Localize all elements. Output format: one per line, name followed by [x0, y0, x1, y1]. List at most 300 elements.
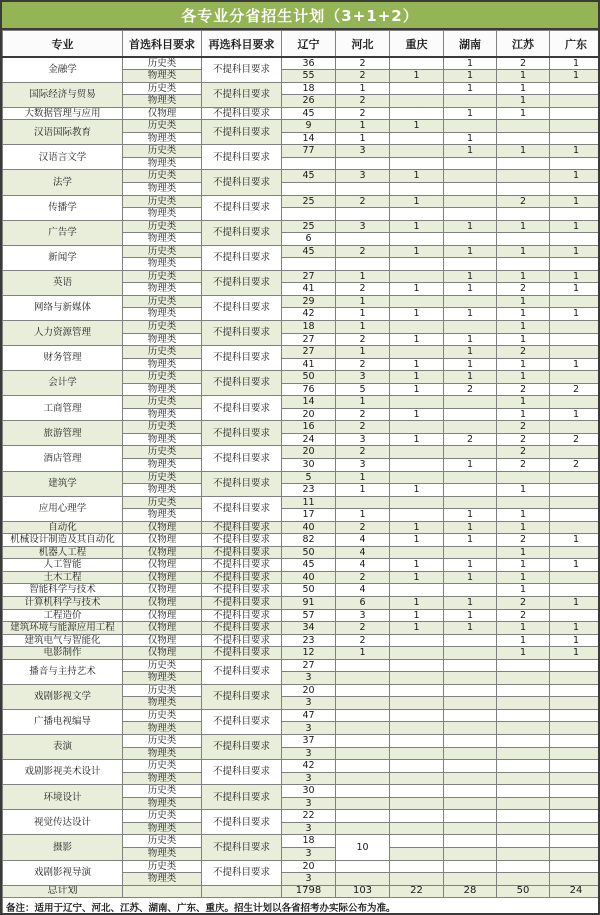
subject-requirement-cell: 物理类: [123, 308, 202, 321]
plan-count-cell: 1: [497, 358, 550, 371]
plan-count-cell: 11: [282, 496, 336, 509]
plan-count-cell: 2: [550, 383, 600, 396]
table-row: [3, 571, 600, 584]
plan-count-cell: [444, 797, 497, 810]
subject-requirement-cell: 仅物理: [123, 521, 202, 534]
plan-count-cell: 20: [282, 684, 336, 697]
plan-count-cell: [390, 634, 444, 647]
plan-count-cell: 91: [282, 597, 336, 610]
plan-count-cell: 41: [282, 358, 336, 371]
major-name-cell: 传播学: [3, 195, 123, 220]
plan-count-cell: [282, 258, 336, 271]
major-name-cell: 应用心理学: [3, 496, 123, 521]
reselect-requirement-cell: 不提科目要求: [202, 521, 282, 534]
plan-count-cell: 2: [497, 597, 550, 610]
table-row: [3, 320, 600, 333]
table-row: [3, 835, 600, 848]
plan-count-cell: 50: [282, 546, 336, 559]
plan-count-cell: 14: [282, 396, 336, 409]
plan-count-cell: 22: [282, 810, 336, 823]
major-name-cell: 广告学: [3, 220, 123, 245]
table-row: [3, 622, 600, 635]
plan-count-cell: [550, 208, 600, 221]
plan-count-cell: [390, 584, 444, 597]
major-name-cell: 金融学: [3, 57, 123, 82]
subject-requirement-cell: 历史类: [123, 245, 202, 258]
plan-count-cell: [550, 132, 600, 145]
plan-count-cell: 1: [497, 584, 550, 597]
table-row: [3, 195, 600, 208]
plan-count-cell: [497, 157, 550, 170]
plan-count-cell: 45: [282, 107, 336, 120]
subject-requirement-cell: 历史类: [123, 120, 202, 133]
table-row: [3, 145, 600, 158]
plan-count-cell: [444, 258, 497, 271]
plan-count-cell: 2: [444, 383, 497, 396]
plan-count-cell: [550, 571, 600, 584]
plan-count-cell: 1: [390, 333, 444, 346]
plan-count-cell: 1: [444, 70, 497, 83]
subject-requirement-cell: 物理类: [123, 772, 202, 785]
plan-count-cell: 4: [336, 534, 390, 547]
plan-count-cell: 1: [497, 559, 550, 572]
plan-count-cell: [497, 697, 550, 710]
subject-requirement-cell: 物理类: [123, 258, 202, 271]
plan-count-cell: 3: [282, 772, 336, 785]
plan-count-cell: 2: [336, 283, 390, 296]
reselect-requirement-cell: 不提科目要求: [202, 145, 282, 170]
major-name-cell: 建筑学: [3, 471, 123, 496]
plan-count-cell: [336, 747, 390, 760]
column-header-7: 江苏: [497, 31, 550, 58]
major-name-cell: 会计学: [3, 371, 123, 396]
plan-count-cell: 45: [282, 559, 336, 572]
plan-count-cell: 42: [282, 308, 336, 321]
plan-count-cell: 14: [282, 132, 336, 145]
table-row: [3, 471, 600, 484]
plan-count-cell: [550, 609, 600, 622]
subject-requirement-cell: 物理类: [123, 333, 202, 346]
plan-count-cell: [550, 584, 600, 597]
plan-count-cell: [444, 320, 497, 333]
plan-count-cell: [444, 760, 497, 773]
plan-count-cell: 1: [444, 534, 497, 547]
plan-count-cell: 25: [282, 220, 336, 233]
plan-count-cell: 2: [444, 433, 497, 446]
plan-count-cell: [444, 847, 497, 860]
plan-count-cell: [444, 709, 497, 722]
plan-count-cell: 2: [497, 534, 550, 547]
plan-count-cell: [282, 157, 336, 170]
reselect-requirement-cell: 不提科目要求: [202, 835, 282, 860]
plan-count-cell: [497, 684, 550, 697]
reselect-requirement-cell: 不提科目要求: [202, 170, 282, 195]
plan-count-cell: [336, 672, 390, 685]
plan-count-cell: [497, 496, 550, 509]
major-name-cell: 网络与新媒体: [3, 295, 123, 320]
plan-count-cell: 1: [390, 622, 444, 635]
plan-count-cell: 1: [497, 320, 550, 333]
plan-count-cell: 3: [282, 822, 336, 835]
plan-count-cell: [390, 421, 444, 434]
plan-count-cell: 17: [282, 509, 336, 522]
reselect-requirement-cell: 不提科目要求: [202, 107, 282, 120]
table-row: [3, 860, 600, 873]
plan-count-cell: [444, 684, 497, 697]
plan-count-cell: 1: [336, 396, 390, 409]
plan-count-cell: [550, 847, 600, 860]
subject-requirement-cell: 历史类: [123, 835, 202, 848]
plan-count-cell: [336, 797, 390, 810]
plan-count-cell: 27: [282, 270, 336, 283]
subject-requirement-cell: 历史类: [123, 396, 202, 409]
plan-count-cell: [444, 584, 497, 597]
plan-count-cell: 77: [282, 145, 336, 158]
plan-count-cell: [550, 810, 600, 823]
major-name-cell: 人力资源管理: [3, 320, 123, 345]
reselect-requirement-cell: 不提科目要求: [202, 597, 282, 610]
table-body: [3, 57, 600, 915]
plan-count-cell: 3: [336, 433, 390, 446]
plan-count-cell: [550, 258, 600, 271]
total-value-cell: 24: [550, 885, 600, 898]
reselect-requirement-cell: 不提科目要求: [202, 571, 282, 584]
plan-count-cell: 1: [497, 245, 550, 258]
plan-count-cell: [444, 722, 497, 735]
plan-count-cell: 2: [336, 408, 390, 421]
plan-count-cell: 2: [336, 245, 390, 258]
table-row: [3, 521, 600, 534]
plan-count-cell: [444, 659, 497, 672]
subject-requirement-cell: 物理类: [123, 722, 202, 735]
plan-count-cell: [390, 258, 444, 271]
column-header-4: 河北: [336, 31, 390, 58]
plan-count-cell: 2: [336, 571, 390, 584]
reselect-requirement-cell: 不提科目要求: [202, 270, 282, 295]
plan-count-cell: 3: [282, 847, 336, 860]
plan-count-cell: 1: [390, 408, 444, 421]
plan-count-cell: [444, 860, 497, 873]
major-name-cell: 汉语言文学: [3, 145, 123, 170]
plan-count-cell: [390, 132, 444, 145]
plan-count-cell: [444, 95, 497, 108]
subject-requirement-cell: 历史类: [123, 170, 202, 183]
plan-count-cell: 1: [390, 484, 444, 497]
subject-requirement-cell: 物理类: [123, 383, 202, 396]
plan-count-cell: 1: [550, 408, 600, 421]
plan-count-cell: 1: [550, 283, 600, 296]
subject-requirement-cell: 历史类: [123, 371, 202, 384]
plan-count-cell: 1: [390, 521, 444, 534]
plan-count-cell: [390, 95, 444, 108]
subject-requirement-cell: 历史类: [123, 145, 202, 158]
major-name-cell: 人工智能: [3, 559, 123, 572]
plan-count-cell: 1: [497, 95, 550, 108]
plan-count-cell: 1: [390, 283, 444, 296]
reselect-requirement-cell: 不提科目要求: [202, 785, 282, 810]
plan-count-cell: [390, 835, 444, 848]
plan-count-cell: [550, 346, 600, 359]
reselect-requirement-cell: 不提科目要求: [202, 559, 282, 572]
table-row: [3, 170, 600, 183]
plan-count-cell: 3: [282, 697, 336, 710]
subject-requirement-cell: 物理类: [123, 672, 202, 685]
table-row: [3, 396, 600, 409]
plan-count-cell: [444, 785, 497, 798]
plan-count-cell: 2: [336, 446, 390, 459]
plan-count-cell: [390, 760, 444, 773]
subject-requirement-cell: 仅物理: [123, 546, 202, 559]
column-header-1: 首选科目要求: [123, 31, 202, 58]
plan-count-cell: 76: [282, 383, 336, 396]
table-row: [3, 785, 600, 798]
table-row: [3, 634, 600, 647]
plan-count-cell: 1: [497, 396, 550, 409]
plan-count-cell: 1: [336, 509, 390, 522]
plan-count-cell: 5: [336, 383, 390, 396]
plan-count-cell: 1: [390, 433, 444, 446]
plan-count-cell: 2: [497, 433, 550, 446]
plan-count-cell: 26: [282, 95, 336, 108]
plan-count-cell: 3: [282, 797, 336, 810]
plan-count-cell: 1: [444, 371, 497, 384]
plan-count-cell: [390, 396, 444, 409]
plan-count-cell: [336, 735, 390, 748]
plan-count-cell: [390, 546, 444, 559]
plan-count-cell: [550, 233, 600, 246]
major-name-cell: 智能科学与技术: [3, 584, 123, 597]
plan-count-cell: 1: [336, 270, 390, 283]
plan-count-cell: 1: [444, 270, 497, 283]
plan-count-cell: 2: [497, 609, 550, 622]
plan-count-cell: 2: [336, 70, 390, 83]
plan-count-cell: [497, 735, 550, 748]
plan-count-cell: [390, 822, 444, 835]
reselect-requirement-cell: 不提科目要求: [202, 609, 282, 622]
table-row: [3, 584, 600, 597]
plan-count-cell: [497, 722, 550, 735]
plan-count-cell: [336, 772, 390, 785]
subject-requirement-cell: 物理类: [123, 208, 202, 221]
plan-count-cell: 1: [550, 170, 600, 183]
plan-count-cell: [390, 107, 444, 120]
table-row: [3, 735, 600, 748]
plan-count-cell: 1: [390, 597, 444, 610]
table-row: [3, 534, 600, 547]
plan-count-cell: 1: [390, 195, 444, 208]
plan-count-cell: 2: [336, 634, 390, 647]
plan-count-cell: 2: [336, 57, 390, 70]
reselect-requirement-cell: 不提科目要求: [202, 220, 282, 245]
plan-count-cell: 4: [336, 584, 390, 597]
column-header-2: 再选科目要求: [202, 31, 282, 58]
plan-count-cell: [550, 709, 600, 722]
reselect-requirement-cell: 不提科目要求: [202, 446, 282, 471]
plan-count-cell: [390, 709, 444, 722]
plan-count-cell: 1: [390, 559, 444, 572]
reselect-requirement-cell: 不提科目要求: [202, 120, 282, 145]
subject-requirement-cell: 物理类: [123, 847, 202, 860]
plan-count-cell: 1: [336, 308, 390, 321]
plan-count-cell: [390, 785, 444, 798]
plan-count-cell: 2: [336, 195, 390, 208]
plan-count-cell: 1: [390, 245, 444, 258]
plan-count-cell-merged: 10: [336, 835, 390, 860]
plan-count-cell: 1: [336, 320, 390, 333]
table-row: [3, 546, 600, 559]
major-name-cell: 财务管理: [3, 346, 123, 371]
major-name-cell: 电影制作: [3, 647, 123, 660]
plan-count-cell: 1: [550, 70, 600, 83]
plan-count-cell: 2: [497, 57, 550, 70]
plan-count-cell: 1: [497, 145, 550, 158]
plan-count-cell: [550, 697, 600, 710]
major-name-cell: 自动化: [3, 521, 123, 534]
plan-count-cell: [497, 747, 550, 760]
subject-requirement-cell: 历史类: [123, 810, 202, 823]
subject-requirement-cell: 物理类: [123, 233, 202, 246]
plan-count-cell: [550, 320, 600, 333]
plan-count-cell: 1: [550, 597, 600, 610]
plan-count-cell: 1: [444, 459, 497, 472]
plan-count-cell: 1: [497, 509, 550, 522]
plan-count-cell: [390, 697, 444, 710]
plan-count-cell: 1: [550, 534, 600, 547]
major-name-cell: 视觉传达设计: [3, 810, 123, 835]
subject-requirement-cell: 物理类: [123, 70, 202, 83]
subject-requirement-cell: 物理类: [123, 433, 202, 446]
plan-count-cell: [336, 157, 390, 170]
table-row: [3, 559, 600, 572]
plan-count-cell: 3: [336, 459, 390, 472]
plan-count-cell: 1: [550, 220, 600, 233]
plan-count-cell: [390, 346, 444, 359]
plan-count-cell: [390, 233, 444, 246]
subject-requirement-cell: 仅物理: [123, 534, 202, 547]
plan-count-cell: 1: [444, 609, 497, 622]
subject-requirement-cell: 仅物理: [123, 634, 202, 647]
plan-count-cell: 3: [282, 672, 336, 685]
plan-count-cell: 1: [336, 647, 390, 660]
plan-count-cell: 2: [497, 421, 550, 434]
plan-count-cell: 2: [336, 107, 390, 120]
plan-count-cell: 1: [336, 471, 390, 484]
plan-count-cell: 1: [336, 132, 390, 145]
plan-count-cell: 1: [390, 571, 444, 584]
plan-count-cell: 1: [497, 333, 550, 346]
plan-count-cell: 20: [282, 446, 336, 459]
plan-count-cell: 1: [444, 82, 497, 95]
plan-count-cell: 1: [497, 408, 550, 421]
plan-count-cell: [444, 835, 497, 848]
column-header-5: 重庆: [390, 31, 444, 58]
plan-count-cell: [497, 182, 550, 195]
plan-count-cell: 1: [497, 107, 550, 120]
subject-requirement-cell: 仅物理: [123, 622, 202, 635]
total-empty-cell: [123, 885, 202, 898]
subject-requirement-cell: 历史类: [123, 346, 202, 359]
plan-count-cell: 1: [336, 295, 390, 308]
plan-count-cell: [444, 672, 497, 685]
plan-count-cell: 18: [282, 835, 336, 848]
plan-count-cell: [497, 233, 550, 246]
header-row: [3, 31, 600, 58]
plan-count-cell: 1: [444, 521, 497, 534]
plan-count-cell: 1: [497, 647, 550, 660]
plan-count-cell: [390, 772, 444, 785]
table-row: [3, 446, 600, 459]
plan-count-cell: 57: [282, 609, 336, 622]
plan-count-cell: [550, 182, 600, 195]
subject-requirement-cell: 历史类: [123, 421, 202, 434]
plan-count-cell: 1: [336, 346, 390, 359]
plan-count-cell: 1: [444, 283, 497, 296]
table-row: [3, 120, 600, 133]
major-name-cell: 工程造价: [3, 609, 123, 622]
plan-count-cell: 45: [282, 245, 336, 258]
plan-count-cell: [282, 208, 336, 221]
subject-requirement-cell: 物理类: [123, 132, 202, 145]
plan-count-cell: 1: [444, 571, 497, 584]
plan-count-cell: 1: [550, 559, 600, 572]
major-name-cell: 工商管理: [3, 396, 123, 421]
plan-count-cell: [390, 722, 444, 735]
subject-requirement-cell: 历史类: [123, 471, 202, 484]
plan-count-cell: 1: [444, 220, 497, 233]
plan-count-cell: [390, 747, 444, 760]
plan-count-cell: [336, 258, 390, 271]
plan-count-cell: 2: [497, 459, 550, 472]
plan-count-cell: [444, 208, 497, 221]
plan-count-cell: [336, 496, 390, 509]
reselect-requirement-cell: 不提科目要求: [202, 659, 282, 684]
subject-requirement-cell: 物理类: [123, 182, 202, 195]
plan-count-cell: 2: [336, 358, 390, 371]
major-name-cell: 大数据管理与应用: [3, 107, 123, 120]
major-name-cell: 汉语国际教育: [3, 120, 123, 145]
reselect-requirement-cell: 不提科目要求: [202, 860, 282, 885]
total-row: [3, 885, 600, 898]
major-name-cell: 建筑电气与智能化: [3, 634, 123, 647]
plan-count-cell: 3: [336, 371, 390, 384]
subject-requirement-cell: 历史类: [123, 760, 202, 773]
plan-count-cell: [550, 521, 600, 534]
plan-count-cell: [550, 333, 600, 346]
total-label: 总计划: [3, 885, 123, 898]
plan-count-cell: [497, 709, 550, 722]
plan-count-cell: [336, 182, 390, 195]
plan-count-cell: 1: [390, 609, 444, 622]
major-name-cell: 环境设计: [3, 785, 123, 810]
major-name-cell: 英语: [3, 270, 123, 295]
plan-count-cell: 2: [497, 346, 550, 359]
plan-count-cell: [497, 835, 550, 848]
plan-count-cell: 16: [282, 421, 336, 434]
major-name-cell: 摄影: [3, 835, 123, 860]
subject-requirement-cell: 物理类: [123, 408, 202, 421]
reselect-requirement-cell: 不提科目要求: [202, 245, 282, 270]
plan-count-cell: 6: [282, 233, 336, 246]
plan-count-cell: 1: [444, 57, 497, 70]
plan-count-cell: [444, 634, 497, 647]
plan-count-cell: [444, 772, 497, 785]
plan-count-cell: 2: [336, 622, 390, 635]
plan-count-cell: 1: [497, 546, 550, 559]
plan-count-cell: 1: [444, 132, 497, 145]
plan-count-cell: 50: [282, 371, 336, 384]
plan-count-cell: 1: [336, 120, 390, 133]
plan-count-cell: [550, 421, 600, 434]
